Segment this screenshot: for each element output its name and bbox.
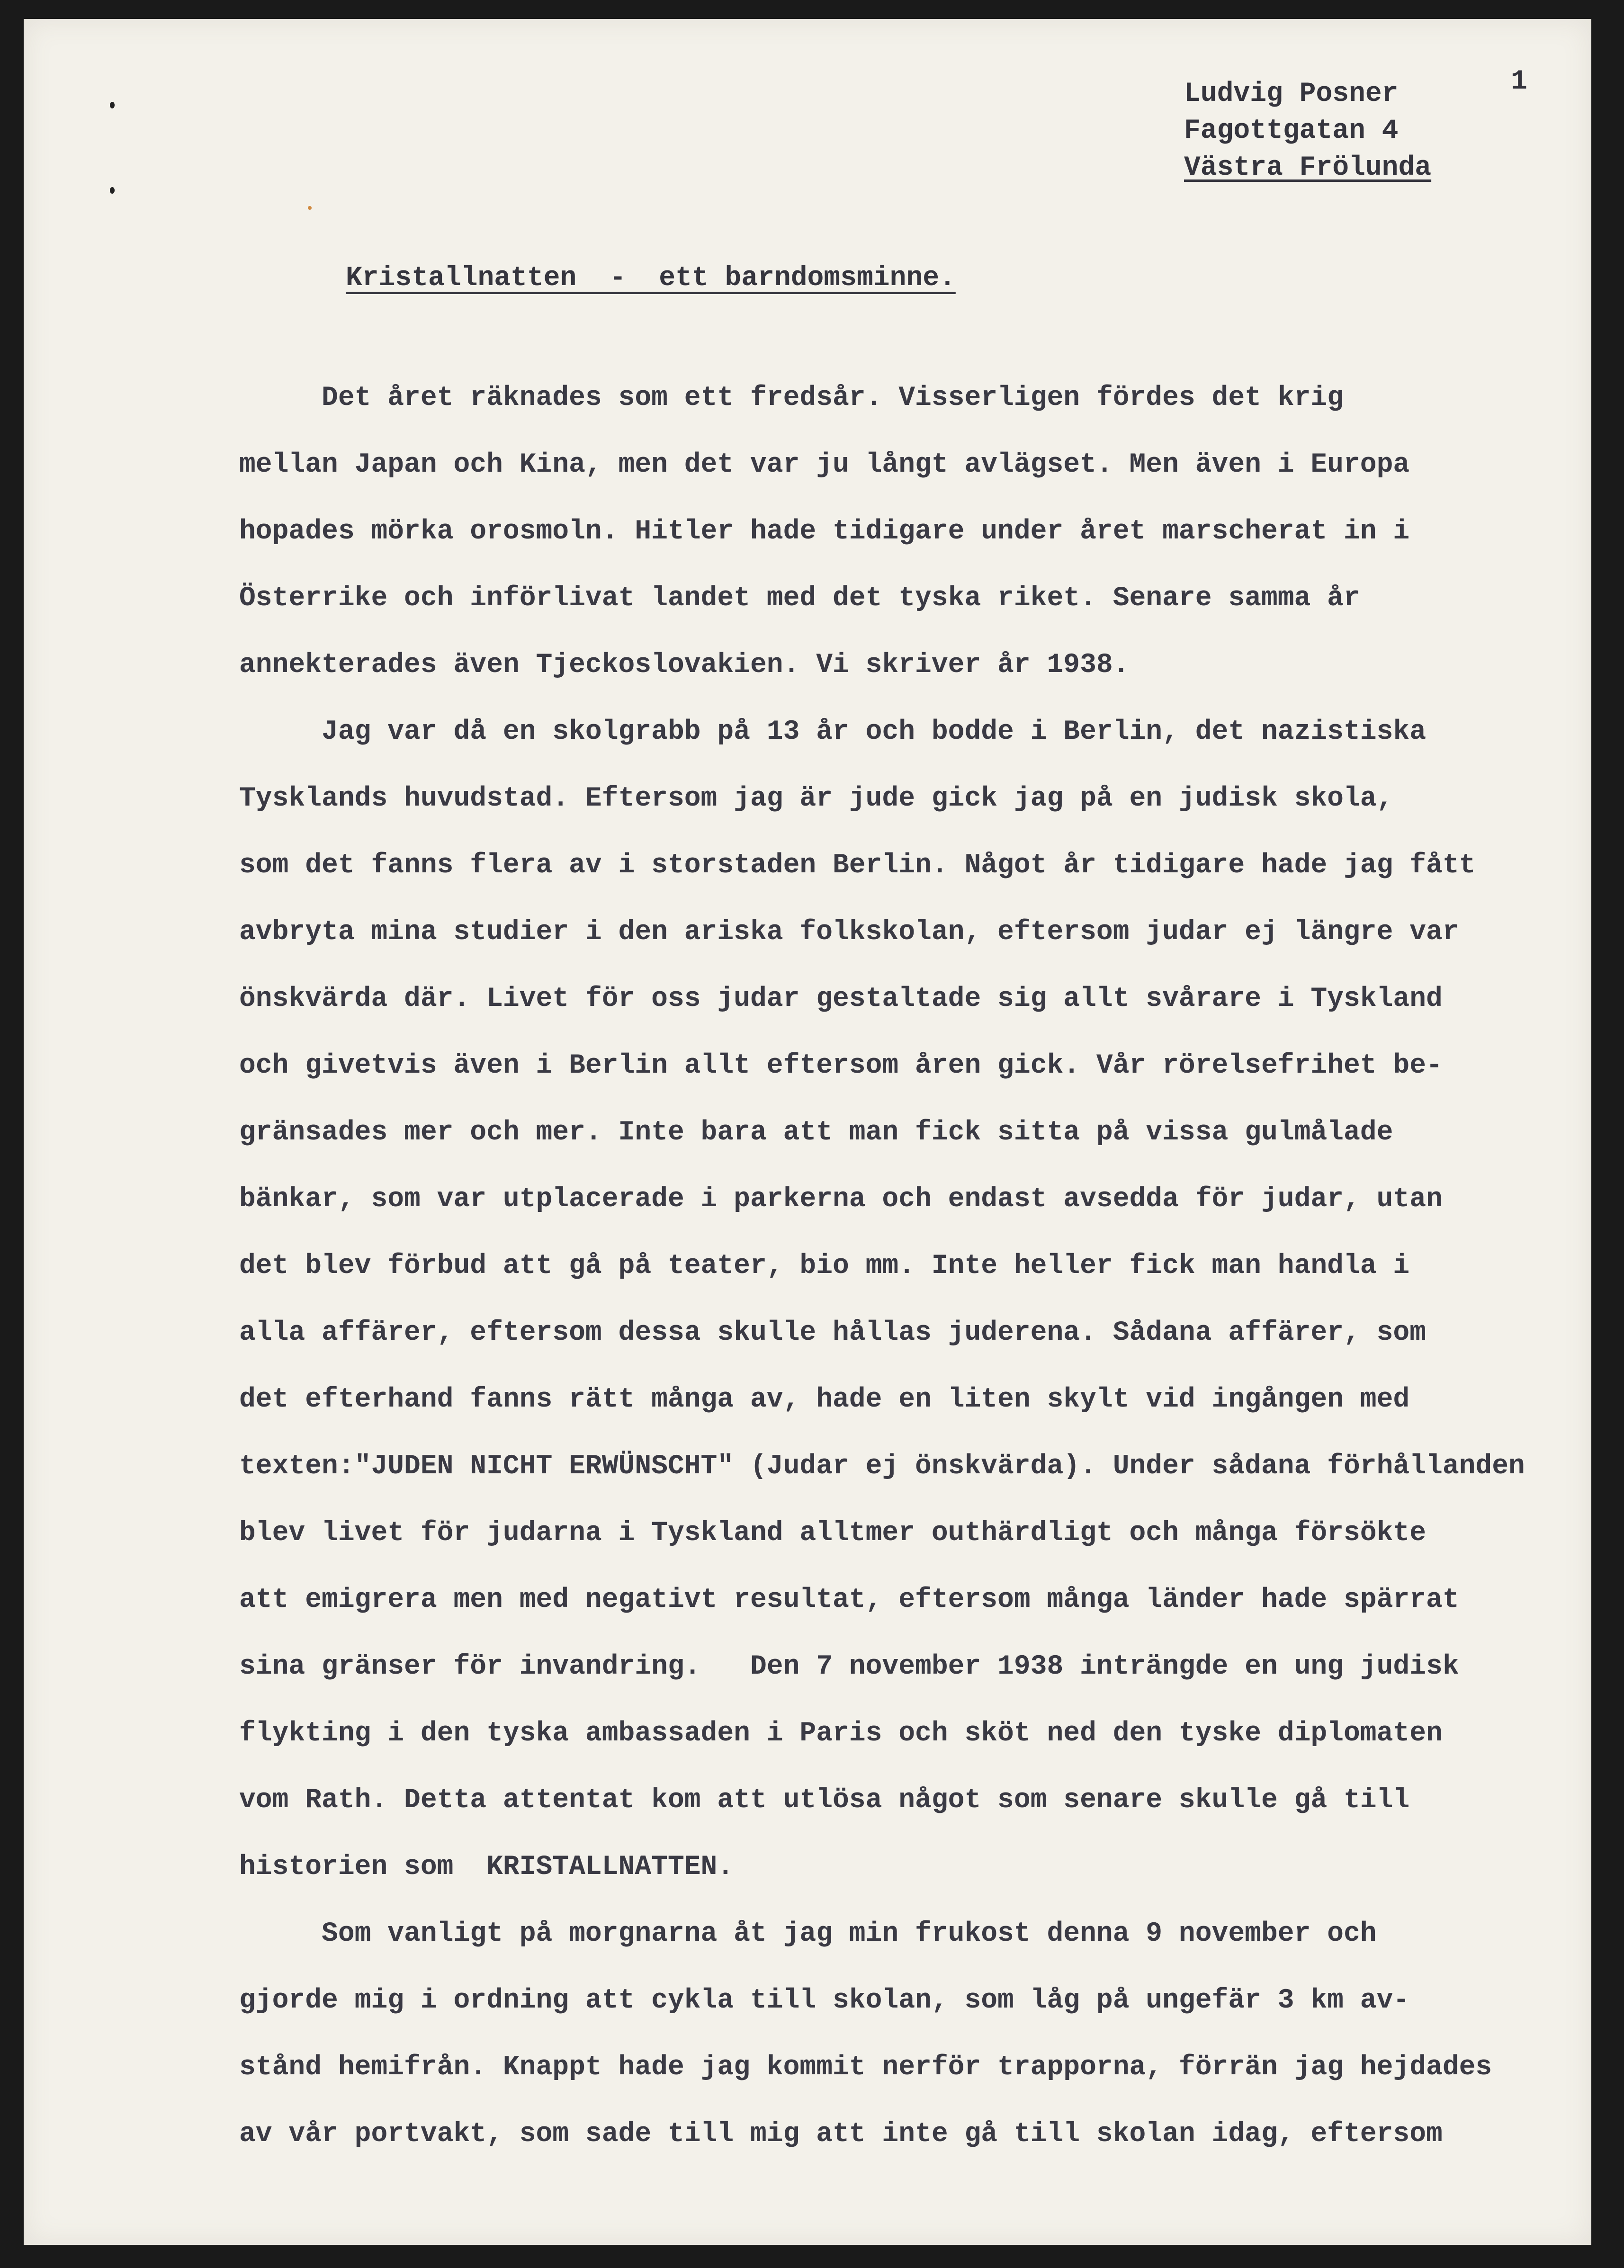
sender-address — [1184, 76, 1431, 187]
text-line: stånd hemifrån. Knappt hade jag kommit nerför trapporna, förrän jag hejdades — [239, 2052, 1492, 2083]
text-line: alla affärer, eftersom dessa skulle hållas juderena. Sådana affärer, som — [239, 1318, 1427, 1348]
sender-street: Fagottgatan 4 — [1184, 116, 1399, 146]
text-line: som det fanns flera av i storstaden Berlin. Något år tidigare hade jag fått — [239, 850, 1476, 881]
page-number: 1 — [1511, 66, 1527, 97]
text-line: mellan Japan och Kina, men det var ju långt avlägset. Men även i Europa — [239, 449, 1410, 480]
text-line: blev livet för judarna i Tyskland alltmer outhärdligt och många försökte — [239, 1518, 1427, 1549]
sender-name: Ludvig Posner — [1184, 79, 1399, 109]
text-line: vom Rath. Detta attentat kom att utlösa något som senare skulle gå till — [239, 1785, 1410, 1816]
text-line: önskvärda där. Livet för oss judar gestaltade sig allt svårare i Tyskland — [239, 984, 1443, 1014]
text-line: det efterhand fanns rätt många av, hade en liten skylt vid ingången med — [239, 1384, 1410, 1415]
text-line: Som vanligt på morgnarna åt jag min frukost denna 9 november och — [239, 1918, 1377, 1949]
document-body — [239, 365, 1575, 2168]
text-line: av vår portvakt, som sade till mig att inte gå till skolan idag, eftersom — [239, 2119, 1443, 2150]
sender-city: Västra Frölunda — [1184, 152, 1432, 183]
text-line: texten:"JUDEN NICHT ERWÜNSCHT" (Judar ej önskvärda). Under sådana förhållanden — [239, 1451, 1525, 1482]
document-title: Kristallnatten - ett barndomsminne. — [346, 263, 956, 294]
text-line: gjorde mig i ordning att cykla till skolan, som låg på ungefär 3 km av- — [239, 1985, 1410, 2016]
text-line: det blev förbud att gå på teater, bio mm. Inte heller fick man handla i — [239, 1251, 1410, 1282]
text-line: gränsades mer och mer. Inte bara att man fick sitta på vissa gulmålade — [239, 1117, 1393, 1148]
text-line: flykting i den tyska ambassaden i Paris och sköt ned den tyske diplomaten — [239, 1718, 1443, 1749]
text-line: och givetvis även i Berlin allt eftersom åren gick. Vår rörelsefrihet be- — [239, 1050, 1443, 1081]
ink-speck — [308, 206, 312, 210]
text-line: bänkar, som var utplacerade i parkerna och endast avsedda för judar, utan — [239, 1184, 1443, 1215]
text-line: Tysklands huvudstad. Eftersom jag är jude gick jag på en judisk skola, — [239, 783, 1393, 814]
text-line: Österrike och införlivat landet med det tyska riket. Senare samma år — [239, 583, 1360, 614]
text-line: historien som KRISTALLNATTEN. — [239, 1852, 734, 1883]
text-line: att emigrera men med negativt resultat, eftersom många länder hade spärrat — [239, 1585, 1459, 1615]
text-line: Jag var då en skolgrabb på 13 år och bodde i Berlin, det nazistiska — [239, 717, 1427, 747]
text-line: Det året räknades som ett fredsår. Visserligen fördes det krig — [239, 383, 1344, 413]
text-line: hopades mörka orosmoln. Hitler hade tidigare under året marscherat in i — [239, 516, 1410, 547]
text-line: avbryta mina studier i den ariska folkskolan, eftersom judar ej längre var — [239, 917, 1459, 948]
text-line: sina gränser för invandring. Den 7 november 1938 inträngde en ung judisk — [239, 1651, 1459, 1682]
text-line: annekterades även Tjeckoslovakien. Vi skriver år 1938. — [239, 650, 1130, 681]
